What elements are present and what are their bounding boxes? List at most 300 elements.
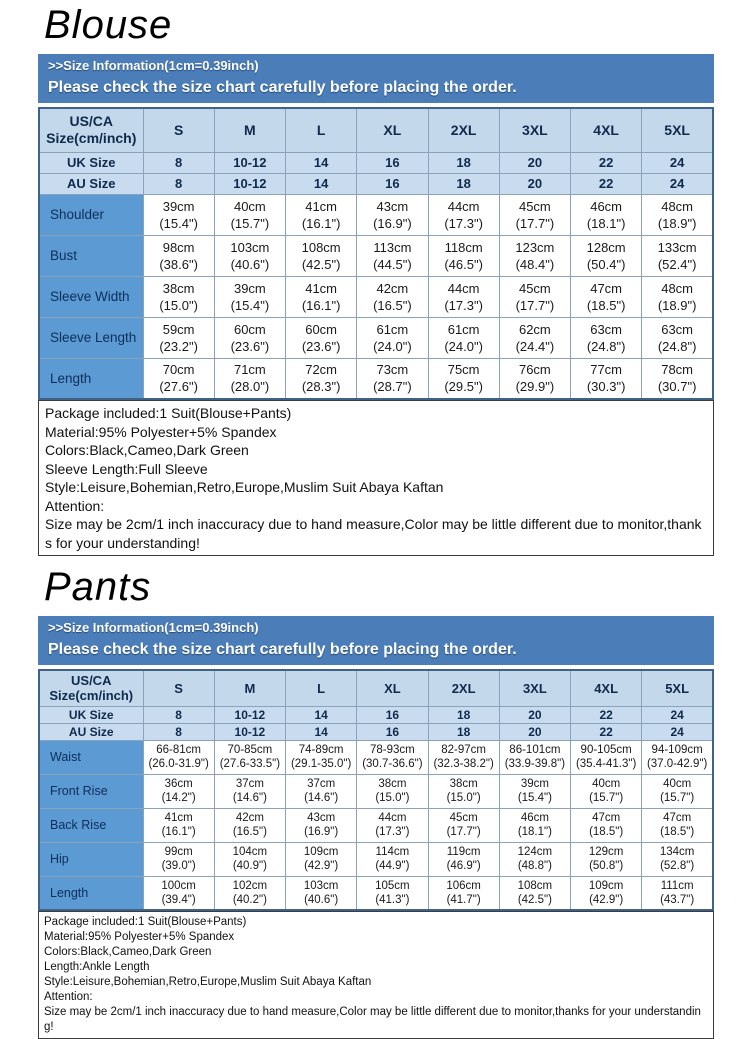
measurement-value-cell bbox=[428, 358, 499, 399]
measurement-value-cell bbox=[143, 774, 214, 808]
measurement-inch-value: (17.3") bbox=[444, 215, 483, 231]
size-value-cell: 18 bbox=[428, 723, 499, 740]
measurement-value-cell bbox=[499, 808, 570, 842]
measurement-value-cell bbox=[214, 276, 285, 317]
size-column-header: 4XL bbox=[571, 108, 642, 152]
measurement-value-cell bbox=[143, 235, 214, 276]
size-row bbox=[39, 173, 713, 194]
measurement-cm-value: 77cm bbox=[590, 362, 623, 378]
size-value-cell: 20 bbox=[499, 152, 570, 173]
measurement-inch-value: (52.8") bbox=[660, 860, 695, 872]
size-column-header: S bbox=[143, 670, 214, 706]
measurement-value-cell bbox=[286, 808, 357, 842]
size-table-corner-header: US/CA Size(cm/inch) bbox=[39, 670, 143, 706]
pants-section bbox=[38, 564, 714, 1039]
note-line: Size may be 2cm/1 inch inaccuracy due to hand measure,Color may be little different due to monitor,thanks for your understanding! bbox=[45, 516, 702, 551]
measurement-cm-value: 37cm bbox=[235, 778, 264, 790]
measurement-cm-value: 63cm bbox=[590, 321, 623, 337]
measurement-inch-value: (39.4") bbox=[161, 893, 196, 906]
measurement-inch-value: (41.3") bbox=[375, 893, 410, 906]
measurement-value-cell bbox=[357, 808, 428, 842]
size-value-cell: 24 bbox=[642, 706, 713, 723]
measurement-inch-value: (27.6-33.5") bbox=[219, 758, 281, 770]
measurement-cm-value: 60cm bbox=[233, 321, 266, 337]
measurement-inch-value: (23.2") bbox=[159, 338, 198, 354]
measurement-value-cell bbox=[499, 842, 570, 876]
measurement-row bbox=[39, 876, 713, 910]
measurement-value-cell bbox=[286, 842, 357, 876]
pants-title: Pants bbox=[44, 565, 152, 609]
measurement-value-cell bbox=[357, 317, 428, 358]
measurement-inch-value: (15.7") bbox=[660, 792, 695, 804]
measurement-row-label: Sleeve Length bbox=[39, 317, 143, 358]
measurement-cm-value: 39cm bbox=[162, 198, 195, 214]
measurement-value-cell bbox=[428, 808, 499, 842]
size-column-header: 3XL bbox=[499, 108, 570, 152]
measurement-inch-value: (28.0") bbox=[230, 379, 270, 395]
measurement-inch-value: (16.9") bbox=[304, 826, 339, 838]
measurement-row-label: Length bbox=[39, 358, 143, 399]
measurement-cm-value: 60cm bbox=[305, 321, 338, 337]
blouse-notes bbox=[38, 400, 714, 556]
measurement-value-cell bbox=[642, 842, 713, 876]
measurement-value-cell bbox=[428, 317, 499, 358]
measurement-inch-value: (18.9") bbox=[657, 297, 697, 313]
size-column-header: M bbox=[214, 670, 285, 706]
note-line: Style:Leisure,Bohemian,Retro,Europe,Muslim Suit Abaya Kaftan bbox=[44, 976, 372, 988]
measurement-inch-value: (29.9") bbox=[515, 379, 555, 395]
measurement-value-cell bbox=[143, 740, 214, 774]
measurement-value-cell bbox=[571, 740, 642, 774]
banner-size-info-text: >>Size Information(1cm=0.39inch) bbox=[48, 58, 259, 73]
measurement-inch-value: (18.5") bbox=[589, 826, 624, 838]
measurement-inch-value: (46.5") bbox=[444, 256, 483, 272]
measurement-value-cell bbox=[286, 774, 357, 808]
measurement-inch-value: (17.7") bbox=[446, 826, 481, 838]
measurement-value-cell bbox=[286, 317, 357, 358]
note-line: Style:Leisure,Bohemian,Retro,Europe,Muslim Suit Abaya Kaftan bbox=[45, 479, 444, 495]
size-value-cell: 24 bbox=[642, 723, 713, 740]
measurement-value-cell bbox=[357, 876, 428, 910]
size-value-cell: 14 bbox=[286, 152, 357, 173]
measurement-inch-value: (27.6") bbox=[159, 379, 198, 395]
measurement-cm-value: 94-109cm bbox=[651, 744, 703, 756]
measurement-value-cell bbox=[642, 194, 713, 235]
size-value-cell: 24 bbox=[642, 173, 713, 194]
measurement-value-cell bbox=[428, 876, 499, 910]
measurement-row bbox=[39, 842, 713, 876]
measurement-value-cell bbox=[642, 808, 713, 842]
measurement-value-cell bbox=[499, 358, 570, 399]
size-value-cell: 20 bbox=[499, 173, 570, 194]
measurement-inch-value: (29.5") bbox=[444, 379, 483, 395]
note-line: Package included:1 Suit(Blouse+Pants) bbox=[45, 405, 292, 421]
measurement-inch-value: (37.0-42.9") bbox=[646, 758, 708, 770]
measurement-inch-value: (15.0") bbox=[375, 792, 410, 804]
size-value-cell: 10-12 bbox=[214, 173, 285, 194]
measurement-cm-value: 123cm bbox=[515, 239, 555, 255]
measurement-value-cell bbox=[143, 276, 214, 317]
measurement-inch-value: (28.3") bbox=[301, 379, 341, 395]
measurement-value-cell bbox=[214, 842, 285, 876]
measurement-value-cell bbox=[571, 276, 642, 317]
measurement-inch-value: (16.1") bbox=[301, 297, 341, 313]
size-value-cell: 14 bbox=[286, 173, 357, 194]
measurement-inch-value: (26.0-31.9") bbox=[148, 758, 209, 770]
measurement-row-label: Shoulder bbox=[39, 194, 143, 235]
note-line: Colors:Black,Cameo,Dark Green bbox=[44, 946, 212, 958]
size-value-cell: 16 bbox=[357, 706, 428, 723]
measurement-row bbox=[39, 276, 713, 317]
measurement-inch-value: (48.4") bbox=[515, 256, 555, 272]
measurement-value-cell bbox=[571, 317, 642, 358]
size-value-cell: 8 bbox=[143, 173, 214, 194]
measurement-row bbox=[39, 774, 713, 808]
measurement-cm-value: 43cm bbox=[307, 812, 336, 824]
measurement-value-cell bbox=[642, 235, 713, 276]
measurement-value-cell bbox=[642, 876, 713, 910]
blouse-size-table bbox=[38, 107, 714, 400]
measurement-inch-value: (42.5") bbox=[301, 256, 341, 272]
measurement-value-cell bbox=[428, 194, 499, 235]
measurement-cm-value: 109cm bbox=[303, 846, 339, 858]
measurement-inch-value: (17.7") bbox=[515, 297, 555, 313]
measurement-cm-value: 39cm bbox=[233, 280, 266, 296]
size-column-header: M bbox=[214, 108, 285, 152]
measurement-value-cell bbox=[499, 876, 570, 910]
measurement-inch-value: (29.1-35.0") bbox=[290, 758, 352, 770]
measurement-cm-value: 100cm bbox=[161, 879, 196, 892]
measurement-inch-value: (41.7") bbox=[446, 893, 481, 906]
measurement-inch-value: (42.5") bbox=[517, 893, 552, 906]
note-line: Attention: bbox=[44, 991, 93, 1003]
measurement-value-cell bbox=[286, 194, 357, 235]
measurement-value-cell bbox=[286, 358, 357, 399]
measurement-inch-value: (16.9") bbox=[373, 215, 412, 231]
size-value-cell: 10-12 bbox=[214, 152, 285, 173]
size-value-cell: 10-12 bbox=[214, 723, 285, 740]
measurement-cm-value: 76cm bbox=[518, 362, 551, 378]
measurement-row-label: Waist bbox=[39, 740, 143, 774]
measurement-cm-value: 114cm bbox=[375, 846, 410, 858]
measurement-cm-value: 40cm bbox=[233, 198, 266, 214]
measurement-inch-value: (17.3") bbox=[375, 826, 410, 838]
measurement-inch-value: (18.9") bbox=[657, 215, 697, 231]
measurement-row bbox=[39, 317, 713, 358]
measurement-inch-value: (17.3") bbox=[444, 297, 483, 313]
measurement-cm-value: 45cm bbox=[449, 812, 478, 824]
measurement-value-cell bbox=[214, 876, 285, 910]
measurement-value-cell bbox=[357, 194, 428, 235]
measurement-cm-value: 59cm bbox=[162, 321, 195, 337]
measurement-value-cell bbox=[357, 842, 428, 876]
measurement-row-label: Back Rise bbox=[39, 808, 143, 842]
measurement-inch-value: (50.8") bbox=[589, 860, 624, 872]
measurement-value-cell bbox=[143, 358, 214, 399]
size-row-label: AU Size bbox=[39, 723, 143, 740]
measurement-value-cell bbox=[642, 774, 713, 808]
measurement-inch-value: (18.1") bbox=[586, 215, 626, 231]
note-line: Sleeve Length:Full Sleeve bbox=[45, 460, 208, 477]
measurement-inch-value: (15.0") bbox=[446, 792, 481, 804]
measurement-inch-value: (42.9") bbox=[589, 893, 624, 906]
measurement-cm-value: 108cm bbox=[517, 879, 553, 892]
blouse-title: Blouse bbox=[44, 3, 173, 47]
measurement-inch-value: (24.8") bbox=[586, 338, 626, 354]
measurement-cm-value: 44cm bbox=[378, 812, 407, 824]
measurement-cm-value: 45cm bbox=[518, 198, 551, 214]
measurement-value-cell bbox=[428, 235, 499, 276]
measurement-value-cell bbox=[143, 317, 214, 358]
size-value-cell: 16 bbox=[357, 173, 428, 194]
measurement-value-cell bbox=[286, 740, 357, 774]
measurement-value-cell bbox=[499, 317, 570, 358]
measurement-value-cell bbox=[428, 740, 499, 774]
measurement-inch-value: (30.7") bbox=[657, 379, 697, 395]
measurement-cm-value: 43cm bbox=[376, 198, 409, 214]
size-value-cell: 14 bbox=[286, 723, 357, 740]
size-row bbox=[39, 723, 713, 740]
measurement-cm-value: 44cm bbox=[447, 280, 480, 296]
measurement-cm-value: 70cm bbox=[162, 362, 195, 378]
measurement-inch-value: (40.2") bbox=[232, 893, 267, 906]
note-line: Colors:Black,Cameo,Dark Green bbox=[45, 442, 249, 458]
measurement-inch-value: (18.5") bbox=[586, 297, 626, 313]
measurement-inch-value: (14.6") bbox=[304, 792, 339, 804]
measurement-value-cell bbox=[357, 740, 428, 774]
measurement-inch-value: (23.6") bbox=[230, 338, 270, 354]
measurement-inch-value: (17.7") bbox=[515, 215, 555, 231]
size-value-cell: 8 bbox=[143, 706, 214, 723]
measurement-value-cell bbox=[214, 740, 285, 774]
size-value-cell: 14 bbox=[286, 706, 357, 723]
measurement-cm-value: 39cm bbox=[520, 778, 549, 790]
size-value-cell: 18 bbox=[428, 152, 499, 173]
measurement-cm-value: 36cm bbox=[164, 778, 193, 790]
measurement-inch-value: (18.1") bbox=[517, 826, 552, 838]
measurement-cm-value: 47cm bbox=[592, 812, 621, 824]
measurement-value-cell bbox=[357, 276, 428, 317]
banner-size-info-text: >>Size Information(1cm=0.39inch) bbox=[48, 620, 259, 635]
measurement-inch-value: (16.1") bbox=[301, 215, 341, 231]
blouse-size-info-banner bbox=[38, 54, 714, 103]
measurement-value-cell bbox=[286, 235, 357, 276]
size-column-header: 3XL bbox=[499, 670, 570, 706]
measurement-cm-value: 46cm bbox=[520, 812, 549, 824]
measurement-inch-value: (52.4") bbox=[657, 256, 697, 272]
measurement-inch-value: (16.5") bbox=[373, 297, 412, 313]
pants-notes bbox=[38, 911, 714, 1039]
measurement-value-cell bbox=[571, 808, 642, 842]
measurement-value-cell bbox=[642, 317, 713, 358]
measurement-inch-value: (24.0") bbox=[373, 338, 412, 354]
measurement-cm-value: 111cm bbox=[660, 879, 694, 892]
measurement-cm-value: 61cm bbox=[447, 321, 480, 337]
measurement-cm-value: 37cm bbox=[307, 778, 336, 790]
banner-check-order-text: Please check the size chart carefully before placing the order. bbox=[48, 79, 517, 96]
measurement-cm-value: 47cm bbox=[663, 812, 692, 824]
measurement-inch-value: (43.7") bbox=[660, 893, 695, 906]
measurement-value-cell bbox=[499, 740, 570, 774]
size-table-header-row bbox=[39, 108, 713, 152]
measurement-value-cell bbox=[214, 774, 285, 808]
measurement-value-cell bbox=[642, 740, 713, 774]
measurement-inch-value: (15.7") bbox=[230, 215, 270, 231]
measurement-value-cell bbox=[143, 842, 214, 876]
measurement-cm-value: 71cm bbox=[233, 362, 266, 378]
measurement-cm-value: 41cm bbox=[305, 280, 338, 296]
size-value-cell: 24 bbox=[642, 152, 713, 173]
measurement-value-cell bbox=[642, 276, 713, 317]
size-value-cell: 16 bbox=[357, 723, 428, 740]
size-column-header: XL bbox=[357, 670, 428, 706]
measurement-inch-value: (16.5") bbox=[232, 826, 267, 838]
measurement-cm-value: 78-93cm bbox=[370, 744, 415, 756]
measurement-value-cell bbox=[143, 194, 214, 235]
measurement-cm-value: 82-97cm bbox=[441, 744, 486, 756]
measurement-cm-value: 99cm bbox=[164, 846, 193, 858]
note-line: Length:Ankle Length bbox=[44, 961, 150, 973]
measurement-value-cell bbox=[499, 235, 570, 276]
size-column-header: 2XL bbox=[428, 108, 499, 152]
size-value-cell: 22 bbox=[571, 152, 642, 173]
measurement-inch-value: (14.6") bbox=[232, 792, 267, 804]
size-table-header-row bbox=[39, 670, 713, 706]
measurement-cm-value: 118cm bbox=[444, 239, 483, 255]
measurement-inch-value: (24.8") bbox=[657, 338, 697, 354]
measurement-row-label: Sleeve Width bbox=[39, 276, 143, 317]
measurement-cm-value: 78cm bbox=[661, 362, 694, 378]
measurement-cm-value: 124cm bbox=[517, 846, 553, 858]
measurement-row bbox=[39, 235, 713, 276]
size-column-header: S bbox=[143, 108, 214, 152]
note-line: Material:95% Polyester+5% Spandex bbox=[45, 423, 277, 440]
measurement-value-cell bbox=[214, 808, 285, 842]
measurement-cm-value: 40cm bbox=[592, 778, 621, 790]
size-value-cell: 10-12 bbox=[214, 706, 285, 723]
measurement-inch-value: (23.6") bbox=[301, 338, 341, 354]
measurement-value-cell bbox=[143, 876, 214, 910]
measurement-inch-value: (35.4-41.3") bbox=[575, 758, 637, 770]
measurement-cm-value: 133cm bbox=[657, 239, 697, 255]
banner-check-order-text: Please check the size chart carefully before placing the order. bbox=[48, 641, 517, 658]
measurement-inch-value: (18.5") bbox=[660, 826, 695, 838]
measurement-cm-value: 44cm bbox=[447, 198, 480, 214]
measurement-value-cell bbox=[499, 276, 570, 317]
size-value-cell: 22 bbox=[571, 173, 642, 194]
measurement-inch-value: (40.9") bbox=[232, 860, 267, 872]
size-row bbox=[39, 152, 713, 173]
measurement-value-cell bbox=[286, 276, 357, 317]
measurement-inch-value: (42.9") bbox=[304, 860, 339, 872]
measurement-cm-value: 75cm bbox=[447, 362, 480, 378]
measurement-row-label: Front Rise bbox=[39, 774, 143, 808]
measurement-cm-value: 108cm bbox=[301, 239, 341, 255]
measurement-value-cell bbox=[499, 194, 570, 235]
size-row-label: AU Size bbox=[39, 173, 143, 194]
measurement-inch-value: (15.4") bbox=[159, 215, 198, 231]
size-value-cell: 18 bbox=[428, 706, 499, 723]
measurement-inch-value: (32.3-38.2") bbox=[433, 758, 494, 770]
size-value-cell: 22 bbox=[571, 706, 642, 723]
size-table-corner-header: US/CA Size(cm/inch) bbox=[39, 108, 143, 152]
measurement-cm-value: 41cm bbox=[164, 812, 193, 824]
measurement-cm-value: 46cm bbox=[590, 198, 623, 214]
size-value-cell: 16 bbox=[357, 152, 428, 173]
measurement-cm-value: 98cm bbox=[162, 239, 195, 255]
measurement-inch-value: (33.9-39.8") bbox=[504, 758, 566, 770]
size-value-cell: 20 bbox=[499, 723, 570, 740]
size-column-header: 2XL bbox=[428, 670, 499, 706]
measurement-inch-value: (28.7") bbox=[373, 379, 412, 395]
blouse-section bbox=[38, 2, 714, 556]
measurement-inch-value: (15.7") bbox=[589, 792, 624, 804]
measurement-row-label: Bust bbox=[39, 235, 143, 276]
measurement-cm-value: 104cm bbox=[232, 846, 268, 858]
measurement-value-cell bbox=[571, 194, 642, 235]
note-line: Attention: bbox=[45, 497, 105, 514]
measurement-inch-value: (14.2") bbox=[161, 792, 196, 804]
size-value-cell: 8 bbox=[143, 152, 214, 173]
measurement-inch-value: (15.0") bbox=[159, 297, 198, 313]
measurement-cm-value: 105cm bbox=[375, 879, 410, 892]
measurement-value-cell bbox=[642, 358, 713, 399]
measurement-cm-value: 38cm bbox=[449, 778, 478, 790]
measurement-cm-value: 103cm bbox=[230, 239, 270, 255]
measurement-inch-value: (46.9") bbox=[446, 860, 481, 872]
pants-size-table bbox=[38, 669, 714, 911]
measurement-row bbox=[39, 808, 713, 842]
measurement-cm-value: 38cm bbox=[162, 280, 195, 296]
measurement-cm-value: 102cm bbox=[232, 879, 268, 892]
size-row-label: UK Size bbox=[39, 706, 143, 723]
size-value-cell: 20 bbox=[499, 706, 570, 723]
measurement-cm-value: 86-101cm bbox=[509, 744, 561, 756]
measurement-value-cell bbox=[214, 194, 285, 235]
measurement-inch-value: (39.0") bbox=[161, 860, 196, 872]
measurement-inch-value: (30.3") bbox=[586, 379, 626, 395]
measurement-cm-value: 119cm bbox=[446, 846, 481, 858]
measurement-inch-value: (38.6") bbox=[159, 256, 198, 272]
size-column-header: L bbox=[286, 670, 357, 706]
measurement-cm-value: 72cm bbox=[305, 362, 338, 378]
measurement-value-cell bbox=[357, 774, 428, 808]
measurement-value-cell bbox=[214, 235, 285, 276]
size-column-header: L bbox=[286, 108, 357, 152]
measurement-value-cell bbox=[143, 808, 214, 842]
measurement-row bbox=[39, 358, 713, 399]
measurement-value-cell bbox=[571, 842, 642, 876]
size-value-cell: 18 bbox=[428, 173, 499, 194]
measurement-cm-value: 40cm bbox=[663, 778, 692, 790]
measurement-cm-value: 41cm bbox=[305, 198, 338, 214]
measurement-value-cell bbox=[571, 876, 642, 910]
measurement-value-cell bbox=[571, 235, 642, 276]
measurement-inch-value: (24.4") bbox=[515, 338, 555, 354]
measurement-value-cell bbox=[428, 842, 499, 876]
measurement-cm-value: 106cm bbox=[446, 879, 481, 892]
size-row-label: UK Size bbox=[39, 152, 143, 173]
note-line: Material:95% Polyester+5% Spandex bbox=[44, 931, 235, 943]
measurement-cm-value: 113cm bbox=[373, 239, 412, 255]
size-column-header: 5XL bbox=[642, 108, 713, 152]
measurement-row-label: Length bbox=[39, 876, 143, 910]
measurement-inch-value: (15.4") bbox=[230, 297, 270, 313]
measurement-inch-value: (40.6") bbox=[230, 256, 270, 272]
measurement-cm-value: 48cm bbox=[661, 198, 694, 214]
measurement-cm-value: 109cm bbox=[588, 879, 624, 892]
measurement-inch-value: (50.4") bbox=[586, 256, 626, 272]
